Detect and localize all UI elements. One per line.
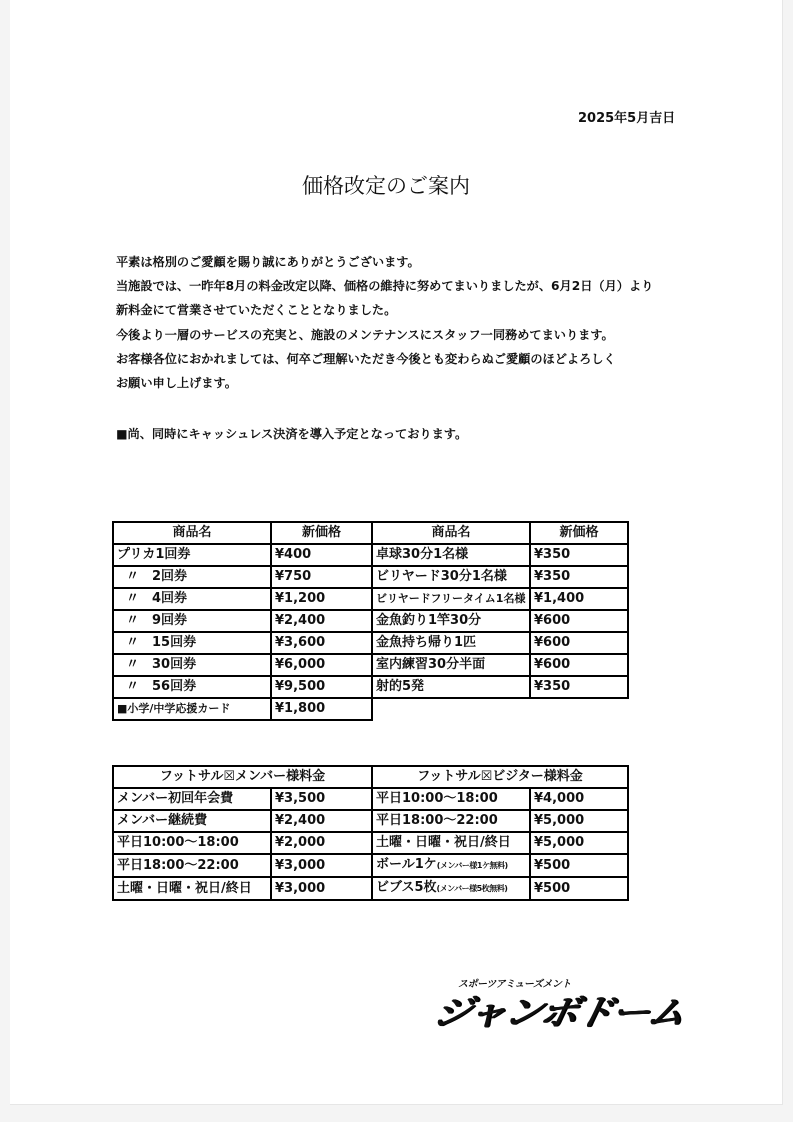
visitor-item-price: ¥5,000: [530, 832, 628, 854]
item-name: 〃 56回券: [113, 676, 271, 698]
paragraph-line: 当施設では、一昨年8月の料金改定以降、価格の維持に努めてまいりましたが、6月2日（月）より: [116, 279, 654, 294]
visitor-item-name: 平日10:00～18:00: [372, 788, 530, 810]
item-price: ¥600: [530, 654, 628, 676]
visitor-item-name: 土曜・日曜・祝日/終日: [372, 832, 530, 854]
visitor-item-note: (メンバー様5枚無料): [436, 884, 508, 893]
item-name: 射的5発: [372, 676, 530, 698]
table-row: [113, 877, 628, 900]
item-name: 〃 15回券: [113, 632, 271, 654]
item-name: 金魚釣り1竿30分: [372, 610, 530, 632]
table-row: [113, 854, 628, 877]
paragraph-line: 平素は格別のご愛顧を賜り誠にありがとうございます。: [116, 255, 420, 269]
column-header-price: 新価格: [271, 522, 372, 544]
announcement-body: [116, 250, 653, 395]
document-page: [10, 0, 783, 1105]
logo-subtitle: スポーツアミューズメント: [458, 979, 571, 990]
table-row: [113, 566, 628, 588]
item-price: ¥400: [271, 544, 372, 566]
item-price: ¥3,600: [271, 632, 372, 654]
table-header-row: [113, 766, 628, 788]
paragraph-line: お願い申し上げます。: [116, 376, 237, 391]
table-row: [113, 610, 628, 632]
table-row: [113, 544, 628, 566]
visitor-item-price: ¥500: [530, 854, 628, 877]
visitor-item-price: ¥5,000: [530, 810, 628, 832]
member-item-name: メンバー初回年会費: [113, 788, 271, 810]
item-price: ¥1,200: [271, 588, 372, 610]
paragraph-line: お客様各位におかれましては、何卒ご理解いただき今後とも変わらぬご愛顧のほどよろしく: [116, 351, 616, 366]
table-row: [113, 632, 628, 654]
item-price: ¥1,800: [271, 698, 372, 720]
item-name: 〃 9回券: [113, 610, 271, 632]
item-name: 〃 2回券: [113, 566, 271, 588]
item-price: ¥350: [530, 676, 628, 698]
table-row: [113, 698, 628, 720]
visitor-item-note: (メンバー様1ケ無料): [436, 861, 508, 870]
member-item-name: 土曜・日曜・祝日/終日: [113, 877, 271, 900]
member-price-header: フットサル☒メンバー様料金: [113, 766, 372, 788]
cashless-note: ■尚、同時にキャッシュレス決済を導入予定となっております。: [116, 427, 468, 441]
table-row: [113, 832, 628, 854]
item-name: 室内練習30分半面: [372, 654, 530, 676]
paragraph-line: 今後より一層のサービスの充実と、施設のメンテナンスにスタッフ一同務めてまいります。: [116, 327, 614, 342]
item-name: ビリヤード30分1名様: [372, 566, 530, 588]
column-header-item: 商品名: [372, 522, 530, 544]
visitor-item-label: ビブス5枚: [376, 880, 437, 895]
table-row: [113, 788, 628, 810]
member-item-price: ¥2,400: [271, 810, 372, 832]
item-price: ¥1,400: [530, 588, 628, 610]
visitor-item-name: [372, 877, 530, 900]
table-header-row: [113, 522, 628, 544]
futsal-price-table: [112, 765, 629, 901]
member-item-price: ¥3,000: [271, 854, 372, 877]
column-header-item: 商品名: [113, 522, 271, 544]
paragraph-line: 新料金にて営業させていただくこととなりました。: [116, 303, 397, 318]
item-name: ■小学/中学応援カード: [113, 698, 271, 720]
item-price: ¥9,500: [271, 676, 372, 698]
price-table: [112, 521, 629, 721]
item-price: ¥750: [271, 566, 372, 588]
member-item-price: ¥3,000: [271, 877, 372, 900]
item-price: ¥350: [530, 544, 628, 566]
document-title: 価格改定のご案内: [302, 174, 470, 198]
table-row: [113, 810, 628, 832]
table-row: [113, 654, 628, 676]
item-name: 卓球30分1名様: [372, 544, 530, 566]
item-price: ¥6,000: [271, 654, 372, 676]
logo-name: ジャンボドーム: [429, 993, 687, 1034]
visitor-item-name: [372, 854, 530, 877]
item-name: ビリヤードフリータイム1名様: [372, 588, 530, 610]
table-row: [113, 588, 628, 610]
table-row: [113, 676, 628, 698]
item-name: 〃 4回券: [113, 588, 271, 610]
item-name: 金魚持ち帰り1匹: [372, 632, 530, 654]
visitor-item-label: ボール1ケ: [376, 857, 437, 872]
document-date: 2025年5月吉日: [578, 111, 676, 126]
member-item-price: ¥2,000: [271, 832, 372, 854]
jumbo-dome-logo: [429, 975, 687, 1034]
visitor-item-price: ¥500: [530, 877, 628, 900]
item-name: プリカ1回券: [113, 544, 271, 566]
item-price: ¥600: [530, 610, 628, 632]
member-item-name: 平日18:00～22:00: [113, 854, 271, 877]
column-header-price: 新価格: [530, 522, 628, 544]
visitor-price-header: フットサル☒ビジター様料金: [372, 766, 628, 788]
item-name: 〃 30回券: [113, 654, 271, 676]
member-item-name: メンバー継続費: [113, 810, 271, 832]
empty-cell: [372, 698, 628, 720]
visitor-item-price: ¥4,000: [530, 788, 628, 810]
member-item-price: ¥3,500: [271, 788, 372, 810]
item-price: ¥600: [530, 632, 628, 654]
item-price: ¥2,400: [271, 610, 372, 632]
member-item-name: 平日10:00～18:00: [113, 832, 271, 854]
item-price: ¥350: [530, 566, 628, 588]
visitor-item-name: 平日18:00～22:00: [372, 810, 530, 832]
